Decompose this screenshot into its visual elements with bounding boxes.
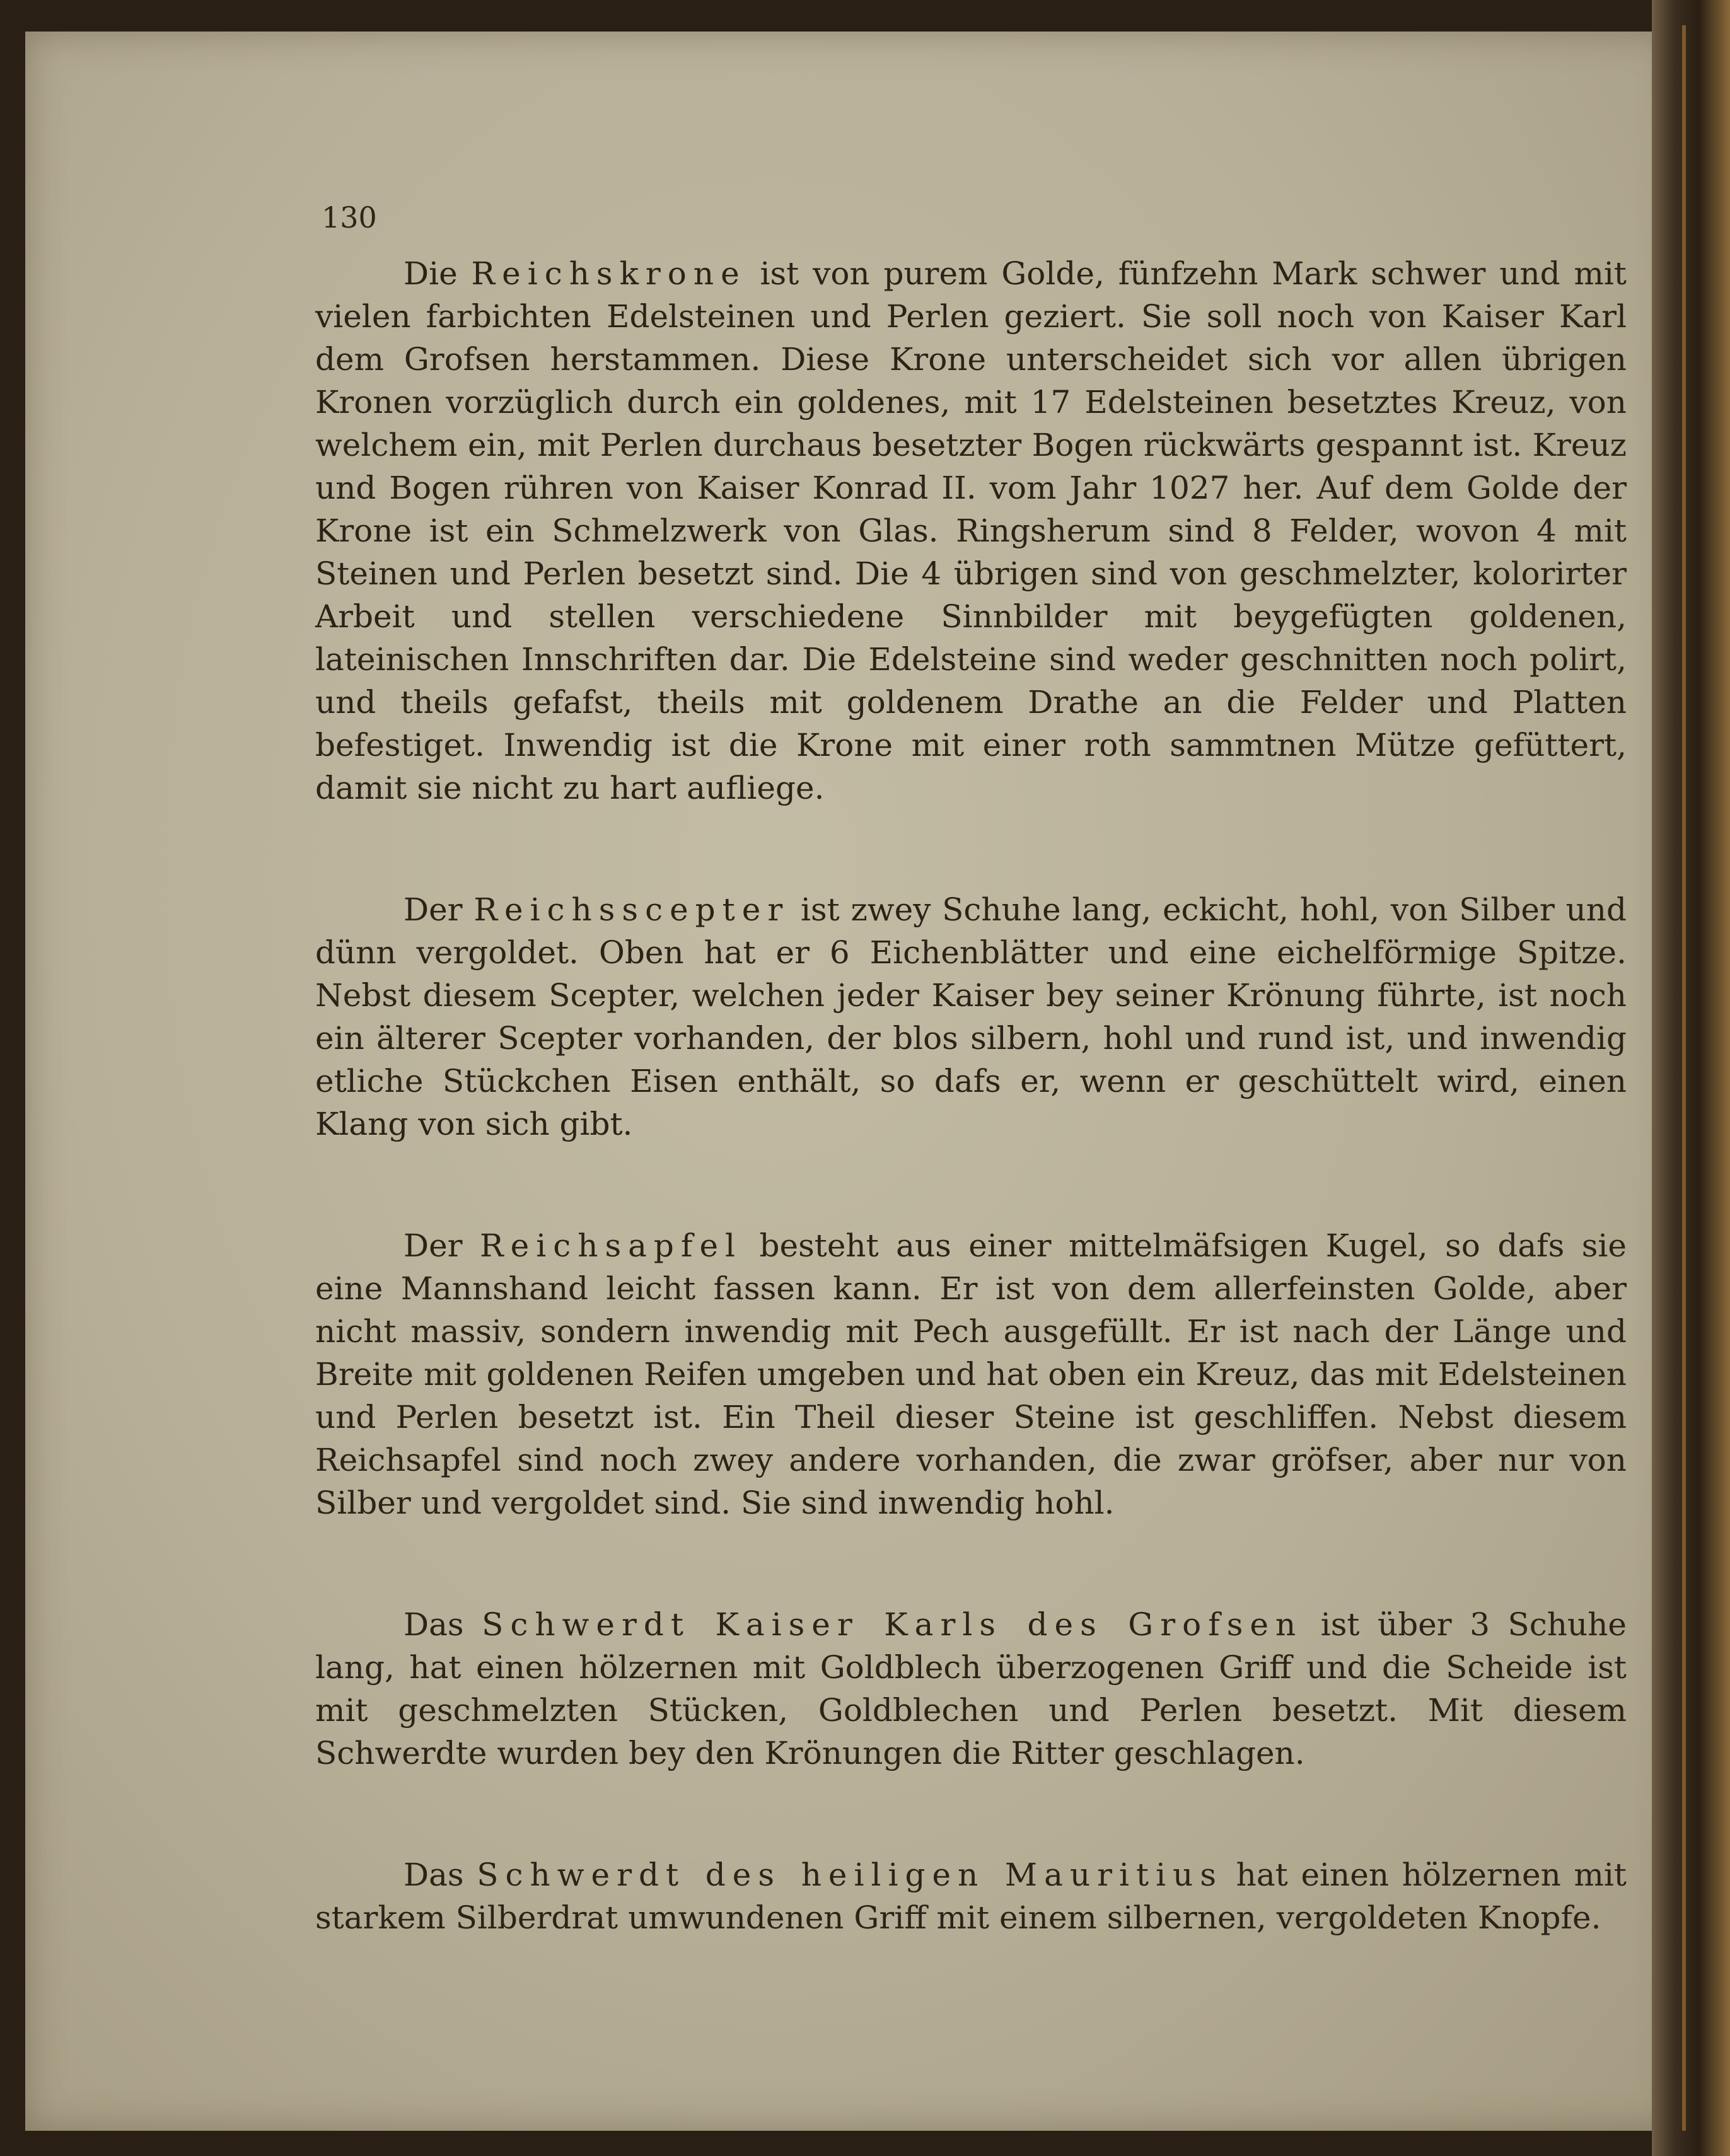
term-reichsapfel: Reichsapfel: [480, 1227, 743, 1264]
page-body: [315, 252, 1627, 2018]
paragraph-reichsscepter: Der Reichsscepter ist zwey Schuhe lang, eckicht, hohl, von Silber und dünn vergoldet. Oben hat er 6 Eichenblätter und eine eichelförmige Spitze. Nebst diesem Scepter, welchen jeder Kaiser bey seiner Krönung führte, ist noch ein älterer Scepter vorhanden, der blos silbern, hohl und rund ist, und inwendig etliche Stückchen Eisen enthält, so dafs er, wenn er geschüttelt wird, einen Klang von sich gibt.: [315, 891, 1627, 1142]
page-number: 130: [322, 200, 377, 235]
paragraph-schwerdt-karls: Das Schwerdt Kaiser Karls des Grofsen ist über 3 Schuhe lang, hat einen hölzernen mit Goldblech überzogenen Griff und die Scheide ist mit geschmelzten Stücken, Goldblechen und Perlen besetzt. Mit diesem Schwerdte wurden bey den Krönungen die Ritter geschlagen.: [315, 1606, 1627, 1771]
binding-edge: [1682, 25, 1686, 2131]
term-reichskrone: Reichskrone: [471, 255, 746, 292]
term-schwerdt-mauritius: Schwerdt des heiligen Mauritius: [477, 1857, 1223, 1893]
book-gutter: [1652, 0, 1730, 2156]
paragraph-reichskrone: Die Reichskrone ist von purem Golde, fünfzehn Mark schwer und mit vielen farbichten Edelsteinen und Perlen geziert. Sie soll noch von Kaiser Karl dem Grofsen herstammen. Diese Krone unterscheidet sich vor allen übrigen Kronen vorzüglich durch ein goldenes, mit 17 Edelsteinen besetztes Kreuz, von welchem ein, mit Perlen durchaus besetzter Bogen rückwärts gespannt ist. Kreuz und Bogen rühren von Kaiser Konrad II. vom Jahr 1027 her. Auf dem Golde der Krone ist ein Schmelzwerk von Glas. Ringsherum sind 8 Felder, wovon 4 mit Steinen und Perlen besetzt sind. Die 4 übrigen sind von geschmelzter, kolorirter Arbeit und stellen verschiedene Sinnbilder mit beygefügten goldenen, lateinischen Innschriften dar. Die Edelsteine sind weder geschnitten noch polirt, und theils gefafst, theils mit goldenem Drathe an die Felder und Platten befestiget. Inwendig ist die Krone mit einer roth sammtnen Mütze gefüttert, damit sie nicht zu hart aufliege.: [315, 255, 1627, 806]
paragraph-reichsapfel: Der Reichsapfel besteht aus einer mittelmäfsigen Kugel, so dafs sie eine Mannshand leicht fassen kann. Er ist von dem allerfeinsten Golde, aber nicht massiv, sondern inwendig mit Pech ausgefüllt. Er ist nach der Länge und Breite mit goldenen Reifen umgeben und hat oben ein Kreuz, das mit Edelsteinen und Perlen besetzt ist. Ein Theil dieser Steine ist geschliffen. Nebst diesem Reichsapfel sind noch zwey andere vorhanden, die zwar gröfser, aber nur von Silber und vergoldet sind. Sie sind inwendig hohl.: [315, 1227, 1627, 1521]
term-reichsscepter: Reichsscepter: [473, 891, 790, 928]
term-schwerdt-karls: Schwerdt Kaiser Karls des Grofsen: [482, 1606, 1303, 1643]
paragraph-schwerdt-mauritius: Das Schwerdt des heiligen Mauritius hat einen hölzernen mit starkem Silberdrat umwundenen Griff mit einem silbernen, vergoldeten Knopfe.: [315, 1857, 1627, 1936]
